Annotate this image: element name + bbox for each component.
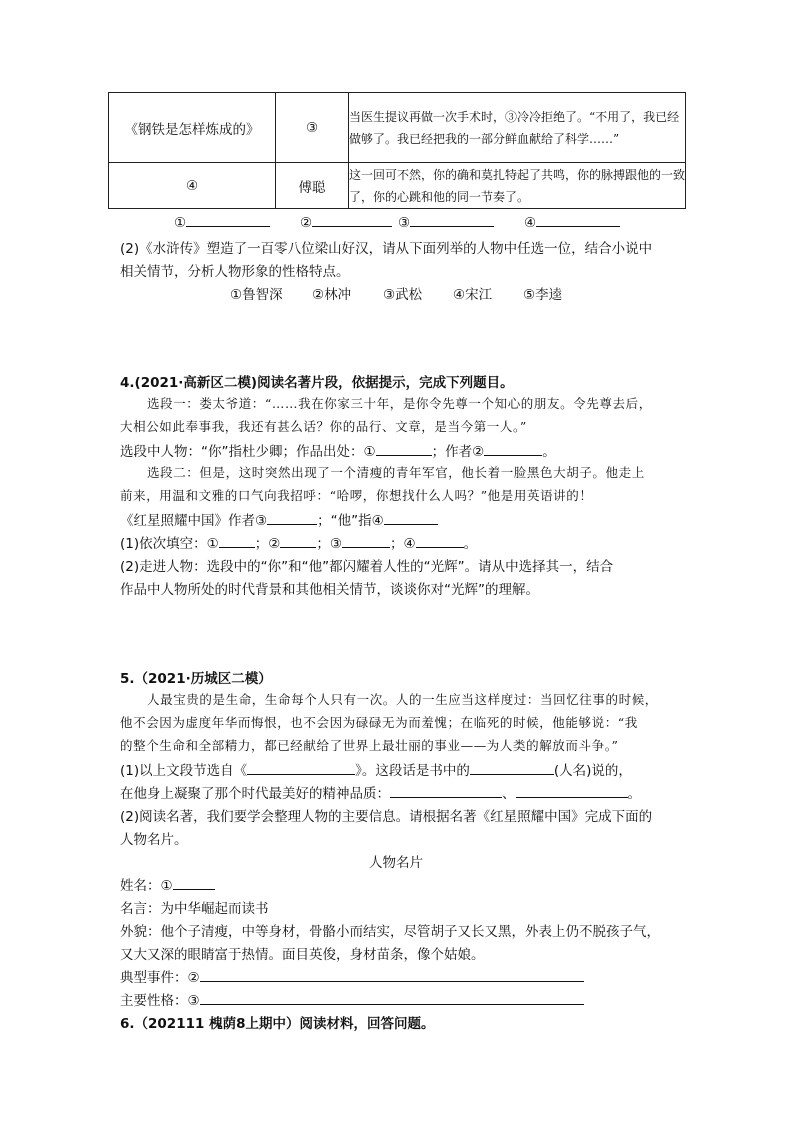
card-name-line: 姓名：① [120,874,215,894]
blank-1[interactable]: ① [174,214,270,231]
answer-blank[interactable] [267,512,317,525]
excerpt-line: 他不会因为虚度年华而悔恨，也不会因为碌碌无为而羞愧；在临死的时候，他能够说：“我 [120,715,638,730]
blank-3[interactable]: ③ [398,214,494,231]
option-item: ④宋江 [453,287,493,303]
excerpt-line: 选段二：但是，这时突然出现了一个清瘦的青年军官，他长着一脸黑色大胡子。他走上 [147,465,645,480]
card-trait-line: 主要性格：③ [120,989,584,1009]
excerpt-line: 的整个生命和全部精力，都已经献给了世界上最壮丽的事业——为人类的解放而斗争。” [120,738,619,753]
answer-blank[interactable] [342,535,390,548]
blank-2[interactable]: ② [300,214,392,231]
question-text: (2)《水浒传》塑造了一百零八位梁山好汉，请从下面列举的人物中任选一位，结合小说中 [120,241,653,257]
hint-line: 选段中人物：“你”指杜少卿；作品出处：① ；作者② 。 [120,444,556,460]
answer-blank[interactable] [280,535,316,548]
answer-blank[interactable] [516,785,628,798]
answer-blank[interactable] [470,762,554,775]
question-title: 4.(2021·高新区二模)阅读名著片段，依据提示，完成下列题目。 [120,375,514,391]
question-text: 人物名片。 [120,832,188,848]
answer-blank[interactable] [173,877,215,890]
hint-line: 《红星照耀中国》作者③ ；“他”指④ [120,509,438,529]
question-text: 作品中人物所处的时代背景和其他相关情节，谈谈你对“光辉”的理解。 [120,582,539,598]
question-text: (2)阅读名著，我们要学会整理人物的主要信息。请根据名著《红星照耀中国》完成下面的 [120,809,653,825]
question-title: 5.（2021·历城区二模） [120,671,272,687]
fill-line: (1)依次填空：① ；② ；③ ；④ 。 [120,536,478,552]
answer-blank[interactable] [247,762,355,775]
answer-blank[interactable] [390,785,502,798]
character-cell: 傅聪 [276,163,349,209]
table-row [109,163,686,209]
answer-blank[interactable] [200,969,584,982]
answer-blank[interactable] [219,535,255,548]
answer-blank[interactable] [200,992,584,1005]
excerpt-line: 人最宝贵的是生命，生命每个人只有一次。人的一生应当这样度过：当回忆往事的时候， [147,692,658,707]
fill-line: 在他身上凝聚了那个时代最美好的精神品质： 、 。 [120,786,641,802]
option-item: ①鲁智深 [230,287,283,303]
card-title: 人物名片 [369,855,423,871]
question-text: (2)走进人物：选段中的“你”和“他”都闪耀着人性的“光辉”。请从中选择其一，结合 [120,559,614,575]
blank-4[interactable]: ④ [524,214,620,231]
table-row [109,93,686,163]
excerpt-line: 选段一：娄太爷道：“……我在你家三十年，是你令先尊一个知心的朋友。令先尊去后， [147,396,652,411]
fill-line: (1)以上文段节选自《 》。这段话是书中的 (人名)说的， [120,763,632,779]
card-motto: 名言：为中华崛起而读书 [120,901,269,917]
excerpt-cell: 当医生提议再做一次手术时，③冷冷拒绝了。“不用了，我已经做够了。我已经把我的一部分鲜血献给了科学……” [349,93,686,163]
question-title: 6.（202111 槐荫8上期中）阅读材料，回答问题。 [120,1016,435,1032]
card-appearance: 外貌：他个子清瘦，中等身材，骨骼小而结实，尽管胡子又长又黑，外表上仍不脱孩子气， [120,924,660,940]
book-cell: ④ [109,163,276,209]
option-item: ⑤李逵 [523,287,563,303]
book-cell: 《钢铁是怎样炼成的》 [109,93,276,163]
excerpt-line: 前来，用温和文雅的口气向我招呼：“哈啰，你想找什么人吗？”他是用英语讲的！ [120,488,593,503]
card-appearance: 又大又深的眼睛富于热情。面目英俊，身材苗条，像个姑娘。 [120,947,485,963]
character-cell: ③ [276,93,349,163]
excerpt-cell: 这一回可不然，你的确和莫扎特起了共鸣，你的脉搏跟他的一致了，你的心跳和他的同一节奏了。 [349,163,686,209]
answer-blank[interactable] [376,443,432,456]
option-item: ②林冲 [312,287,352,303]
answer-blank[interactable] [416,535,464,548]
works-table [108,92,686,209]
answer-blank[interactable] [484,443,542,456]
answer-blank[interactable] [384,512,438,525]
option-item: ③武松 [383,287,423,303]
excerpt-line: 大相公如此奉事我，我还有甚么话？你的品行、文章，是当今第一人。” [120,419,527,434]
card-event-line: 典型事件：② [120,966,584,986]
question-text: 相关情节，分析人物形象的性格特点。 [120,264,350,280]
